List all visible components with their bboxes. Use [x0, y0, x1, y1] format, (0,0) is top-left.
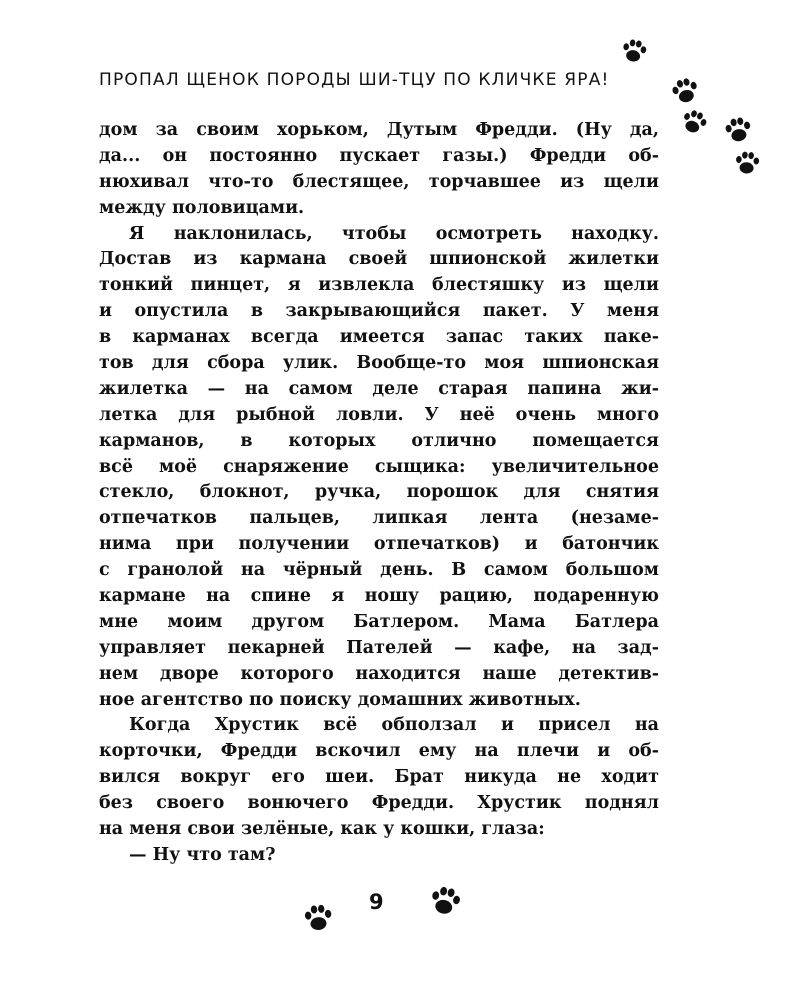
- text-line: да... он постоянно пускает газы.) Фредди об-: [99, 145, 659, 166]
- running-title: ПРОПАЛ ЩЕНОК ПОРОДЫ ШИ-ТЦУ ПО КЛИЧКЕ ЯРА!: [99, 70, 610, 90]
- text-line: ное агентство по поиску домашних животных.: [99, 689, 581, 710]
- text-line: Когда Хрустик всё обползал и присел на: [129, 715, 659, 736]
- text-line: тов для сбора улик. Вообще-то моя шпионская: [99, 353, 659, 374]
- paw-print-icon: [301, 901, 336, 936]
- text-line: отпечатков пальцев, липкая лента (незаме-: [99, 508, 659, 529]
- text-line: нюхивал что-то блестящее, торчавшее из щели: [99, 171, 659, 192]
- text-line: корточки, Фредди вскочил ему на плечи и об-: [99, 741, 659, 762]
- text-line: Я наклонилась, чтобы осмотреть находку.: [129, 223, 659, 244]
- body-text: [99, 118, 659, 869]
- text-line: кармане на спине я ношу рацию, подаренную: [99, 586, 659, 607]
- text-line: в карманах всегда имеется запас таких паке-: [99, 327, 659, 348]
- text-line: Достав из кармана своей шпионской жилетки: [99, 249, 659, 270]
- text-line: дом за своим хорьком, Дутым Фредди. (Ну да,: [99, 120, 659, 140]
- text-line: жилетка — на самом деле старая папина жи-: [99, 378, 659, 399]
- text-line: нима при получении отпечатков) и батончик: [99, 534, 659, 555]
- text-line: на меня свои зелёные, как у кошки, глаза:: [99, 819, 545, 840]
- text-line: вился вокруг его шеи. Брат никуда не ходит: [99, 767, 659, 788]
- text-line: тонкий пинцет, я извлекла блестяшку из щели: [99, 275, 659, 296]
- text-line: нем дворе которого находится наше детектив-: [99, 663, 659, 684]
- text-line: карманов, в которых отлично помещается: [99, 430, 659, 451]
- text-line: с гранолой на чёрный день. В самом большом: [99, 560, 659, 581]
- text-line: между половицами.: [99, 197, 305, 218]
- paw-print-icon: [425, 881, 465, 921]
- paw-print-icon: [676, 104, 712, 140]
- text-line: мне моим другом Батлером. Мама Батлера: [99, 611, 659, 632]
- text-line: всё моё снаряжение сыщика: увеличительное: [99, 456, 659, 477]
- paw-print-icon: [721, 113, 756, 148]
- text-line: без своего вонючего Фредди. Хрустик поднял: [99, 793, 659, 814]
- text-line: стекло, блокнот, ручка, порошок для снятия: [99, 482, 659, 503]
- text-line: и опустила в закрывающийся пакет. У меня: [99, 301, 659, 322]
- paw-print-icon: [618, 35, 650, 67]
- text-line: летка для рыбной ловли. У неё очень много: [99, 404, 659, 425]
- page-number: 9: [369, 890, 384, 914]
- text-line: управляет пекарней Пателей — кафе, на зад-: [99, 637, 659, 658]
- text-line: — Ну что там?: [129, 844, 276, 865]
- paw-print-icon: [732, 148, 762, 178]
